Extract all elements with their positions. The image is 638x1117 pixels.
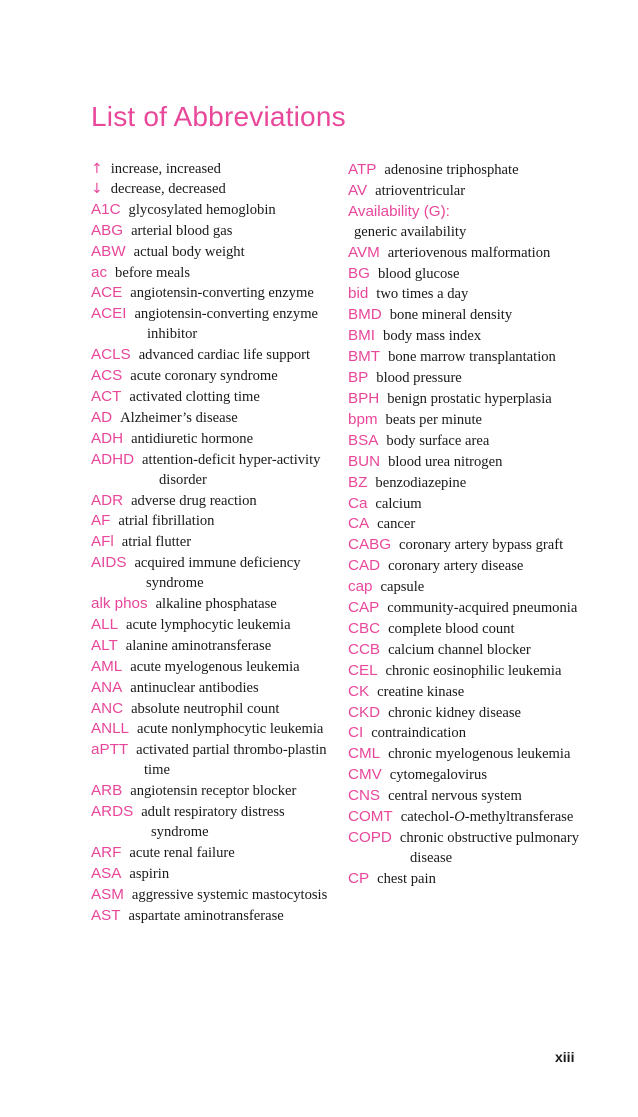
- abbreviation-term: CNS: [348, 787, 381, 805]
- abbreviation-term: CML: [348, 745, 381, 763]
- abbreviation-definition: adenosine triphosphate: [384, 162, 519, 178]
- abbreviation-entry: [91, 699, 331, 720]
- abbreviation-term: AVM: [348, 243, 380, 261]
- abbreviation-definition: chronic eosinophilic leukemia: [385, 662, 562, 679]
- abbreviation-entry: [348, 305, 588, 326]
- abbreviation-term: ADR: [91, 491, 124, 509]
- abbreviation-definition: blood pressure: [376, 370, 462, 387]
- abbreviation-entry: [348, 703, 588, 724]
- abbreviation-definition: cancer: [377, 516, 416, 533]
- abbreviation-term: CK: [348, 682, 370, 700]
- abbreviation-entry: [348, 473, 588, 494]
- abbreviation-definition: calcium channel blocker: [388, 641, 531, 658]
- abbreviation-term: BG: [348, 264, 370, 282]
- abbreviation-definition: atrial fibrillation: [118, 513, 215, 530]
- arrow-up-icon: ↑: [91, 161, 103, 177]
- abbreviation-term: ASM: [91, 885, 124, 903]
- abbreviation-entry: [91, 678, 331, 699]
- abbreviation-definition: adverse drug reaction: [131, 492, 257, 509]
- abbreviation-entry: [348, 368, 588, 389]
- abbreviation-entry: [348, 264, 588, 285]
- abbreviation-entry: [91, 283, 331, 304]
- abbreviation-definition: central nervous system: [388, 788, 522, 805]
- abbreviation-entry: [348, 160, 588, 181]
- abbreviation-entry: [348, 202, 588, 223]
- arrow-down-icon: ↓: [91, 180, 103, 197]
- abbreviation-entry: [91, 387, 331, 408]
- abbreviation-entry: [91, 740, 331, 781]
- abbreviation-entry: [91, 429, 331, 450]
- abbreviation-definition: antinuclear antibodies: [130, 679, 259, 696]
- abbreviation-definition: chronic obstructive pulmonary disease: [399, 830, 580, 866]
- abbreviation-entry: [348, 765, 588, 786]
- abbreviation-entry: [348, 744, 588, 765]
- abbreviation-term: AIDS: [91, 554, 127, 572]
- abbreviation-entry: [91, 242, 331, 263]
- abbreviation-definition: angiotensin-converting enzyme inhibitor: [134, 306, 319, 343]
- abbreviation-term: AML: [91, 657, 123, 675]
- abbreviation-term: aPTT: [91, 741, 129, 759]
- abbreviation-term: ATP: [348, 161, 377, 178]
- abbreviation-term: BP: [348, 369, 369, 387]
- abbreviation-term: ABW: [91, 242, 126, 260]
- abbreviation-definition: before meals: [115, 264, 191, 281]
- abbreviation-definition: advanced cardiac life support: [138, 347, 311, 364]
- abbreviation-definition: acute renal failure: [129, 844, 235, 861]
- abbreviation-definition: capsule: [380, 579, 425, 596]
- abbreviation-definition: absolute neutrophil count: [131, 700, 280, 717]
- abbreviation-definition: arteriovenous malformation: [387, 244, 551, 261]
- abbreviation-definition: body surface area: [386, 432, 490, 449]
- abbreviation-entry: [91, 263, 331, 284]
- abbreviation-definition: beats per minute: [385, 411, 482, 428]
- abbreviation-definition: chronic kidney disease: [388, 704, 521, 721]
- abbreviation-term: AFl: [91, 533, 114, 551]
- abbreviation-definition: chronic myelogenous leukemia: [388, 746, 571, 763]
- abbreviation-definition: community-acquired pneumonia: [387, 600, 578, 617]
- abbreviation-definition: body mass index: [383, 328, 482, 345]
- abbreviation-entry: [348, 640, 588, 661]
- abbreviation-entry: [91, 160, 331, 180]
- abbreviation-term: ACEI: [91, 305, 127, 323]
- abbreviation-entry: [91, 657, 331, 678]
- abbreviation-definition: aspirin: [129, 865, 170, 882]
- abbreviation-term: ACT: [91, 387, 122, 405]
- abbreviation-entry: [348, 389, 588, 410]
- abbreviation-definition: calcium: [375, 495, 422, 512]
- abbreviation-term: Ca: [348, 494, 368, 512]
- abbreviation-definition: acquired immune deficiency syndrome: [134, 555, 301, 592]
- abbreviation-entry: [91, 304, 331, 345]
- page-title: List of Abbreviations: [91, 101, 346, 132]
- abbreviation-definition: bone marrow transplantation: [388, 349, 556, 366]
- abbreviation-column-right: [348, 160, 588, 890]
- abbreviation-column-left: [91, 160, 331, 927]
- abbreviation-term: ALT: [91, 636, 118, 654]
- abbreviation-term: BPH: [348, 389, 380, 407]
- abbreviation-definition: coronary artery bypass graft: [399, 537, 564, 554]
- abbreviation-term: ACLS: [91, 346, 131, 364]
- abbreviation-definition: catechol-O-methyltransferase: [400, 809, 574, 826]
- abbreviation-definition: two times a day: [376, 286, 469, 303]
- abbreviation-definition: cytomegalovirus: [389, 767, 488, 784]
- abbreviation-definition: bone mineral density: [389, 307, 513, 324]
- abbreviation-definition: acute myelogenous leukemia: [130, 658, 300, 675]
- abbreviation-definition: generic availability: [354, 223, 467, 240]
- abbreviation-definition: atrial flutter: [121, 534, 192, 551]
- abbreviation-definition: creatine kinase: [377, 683, 465, 700]
- abbreviation-entry: [91, 180, 331, 200]
- abbreviation-definition: acute coronary syndrome: [130, 368, 278, 385]
- abbreviation-entry: [91, 345, 331, 366]
- abbreviation-entry: [348, 786, 588, 807]
- abbreviation-entry: [91, 781, 331, 802]
- abbreviation-entry: [348, 535, 588, 556]
- abbreviation-term: BZ: [348, 473, 368, 491]
- abbreviation-term: AD: [91, 408, 113, 426]
- abbreviation-entry: [348, 494, 588, 515]
- abbreviation-entry: [348, 869, 588, 890]
- abbreviation-entry: [348, 807, 588, 828]
- abbreviation-entry: [348, 223, 588, 243]
- abbreviation-entry: [91, 615, 331, 636]
- abbreviation-definition: contraindication: [371, 725, 467, 742]
- abbreviation-definition: benign prostatic hyperplasia: [387, 390, 552, 407]
- abbreviation-term: CAP: [348, 599, 380, 617]
- abbreviation-entry: [348, 284, 588, 305]
- abbreviation-term: BMI: [348, 327, 376, 345]
- abbreviation-definition: aspartate aminotransferase: [128, 907, 284, 924]
- abbreviation-entry: [91, 864, 331, 885]
- abbreviation-definition: alkaline phosphatase: [155, 596, 277, 613]
- abbreviation-definition: glycosylated hemoglobin: [128, 201, 276, 218]
- abbreviation-definition: coronary artery disease: [388, 558, 524, 575]
- abbreviation-term: CCB: [348, 640, 381, 658]
- abbreviation-term: bpm: [348, 410, 378, 428]
- page-number: xiii: [555, 1049, 575, 1065]
- abbreviation-definition: adult respiratory distress syndrome: [141, 804, 285, 840]
- abbreviation-definition: Alzheimer’s disease: [120, 409, 238, 426]
- abbreviation-entry: [91, 511, 331, 532]
- abbreviation-entry: [348, 181, 588, 202]
- abbreviation-entry: [91, 594, 331, 615]
- abbreviation-entry: [348, 723, 588, 744]
- abbreviation-entry: [91, 802, 331, 843]
- abbreviation-definition: complete blood count: [388, 620, 515, 637]
- abbreviation-definition: acute lymphocytic leukemia: [126, 616, 291, 633]
- abbreviation-term: ANLL: [91, 720, 129, 738]
- abbreviation-definition: blood glucose: [377, 265, 460, 282]
- abbreviation-definition: acute nonlymphocytic leukemia: [137, 721, 324, 738]
- abbreviation-entry: [348, 431, 588, 452]
- abbreviation-entry: [348, 661, 588, 682]
- abbreviation-term: CAD: [348, 557, 381, 575]
- abbreviation-definition: antidiuretic hormone: [131, 430, 254, 447]
- abbreviation-term: ac: [91, 263, 108, 281]
- abbreviation-term: ANC: [91, 699, 124, 717]
- abbreviation-entry: [91, 885, 331, 906]
- abbreviation-entry: [348, 452, 588, 473]
- abbreviation-term: Availability (G):: [348, 202, 450, 220]
- abbreviation-entry: [91, 906, 331, 927]
- abbreviation-entry: [348, 619, 588, 640]
- abbreviation-definition: attention-deficit hyper-activity disorder: [142, 451, 321, 488]
- abbreviation-term: BMT: [348, 348, 381, 366]
- abbreviation-entry: [348, 828, 588, 869]
- abbreviation-term: BMD: [348, 306, 382, 324]
- abbreviation-term: ABG: [91, 221, 124, 239]
- abbreviation-entry: [348, 410, 588, 431]
- abbreviation-entry: [91, 408, 331, 429]
- abbreviation-entry: [91, 843, 331, 864]
- abbreviation-definition: activated partial thrombo-plastin time: [136, 742, 327, 779]
- abbreviation-term: BSA: [348, 431, 379, 449]
- abbreviation-term: CBC: [348, 619, 381, 637]
- abbreviation-entry: [91, 366, 331, 387]
- abbreviation-term: ALL: [91, 615, 119, 633]
- abbreviation-term: ARF: [91, 843, 122, 861]
- abbreviation-term: CEL: [348, 661, 378, 679]
- abbreviation-entry: [348, 598, 588, 619]
- abbreviation-entry: [348, 577, 588, 598]
- abbreviation-term: CA: [348, 515, 370, 533]
- abbreviation-entry: [348, 326, 588, 347]
- abbreviation-term: alk phos: [91, 595, 148, 613]
- abbreviation-entry: [91, 221, 331, 242]
- abbreviation-term: ARB: [91, 782, 123, 800]
- abbreviation-term: bid: [348, 285, 369, 303]
- abbreviation-entry: [348, 243, 588, 264]
- abbreviation-entry: [348, 682, 588, 703]
- abbreviation-term: CP: [348, 869, 370, 887]
- abbreviation-term: COPD: [348, 829, 392, 846]
- abbreviation-term: AST: [91, 906, 121, 924]
- abbreviation-definition: arterial blood gas: [131, 222, 233, 239]
- abbreviation-term: A1C: [91, 200, 121, 218]
- abbreviation-definition: angiotensin receptor blocker: [130, 783, 297, 800]
- abbreviation-term: CMV: [348, 766, 382, 784]
- abbreviation-entry: [91, 491, 331, 512]
- abbreviation-term: CI: [348, 724, 364, 742]
- abbreviation-term: ASA: [91, 864, 122, 882]
- abbreviation-entry: [91, 532, 331, 553]
- abbreviation-definition: angiotensin-converting enzyme: [130, 285, 314, 302]
- abbreviation-definition: actual body weight: [133, 243, 245, 260]
- abbreviation-term: ADH: [91, 429, 124, 447]
- abbreviation-definition: chest pain: [377, 870, 436, 887]
- abbreviation-term: COMT: [348, 808, 393, 826]
- abbreviation-entry: [348, 347, 588, 368]
- abbreviation-definition: activated clotting time: [129, 388, 260, 405]
- abbreviation-definition: alanine aminotransferase: [125, 637, 272, 654]
- abbreviation-entry: [348, 556, 588, 577]
- abbreviation-term: ADHD: [91, 450, 135, 468]
- abbreviation-term: ANA: [91, 678, 123, 696]
- abbreviation-definition: atrioventricular: [375, 182, 466, 199]
- abbreviation-definition: benzodiazepine: [375, 474, 467, 491]
- abbreviation-term: BUN: [348, 452, 381, 470]
- abbreviation-definition: aggressive systemic mastocytosis: [131, 886, 328, 903]
- abbreviation-term: ACS: [91, 367, 123, 385]
- abbreviation-term: CKD: [348, 703, 381, 721]
- abbreviation-entry: [348, 514, 588, 535]
- abbreviation-entry: [91, 553, 331, 594]
- abbreviation-term: ARDS: [91, 803, 134, 821]
- abbreviation-definition: decrease, decreased: [110, 180, 226, 197]
- abbreviation-term: CABG: [348, 536, 392, 554]
- abbreviation-term: AF: [91, 512, 111, 530]
- abbreviation-entry: [91, 719, 331, 740]
- abbreviation-entry: [91, 636, 331, 657]
- abbreviation-term: ACE: [91, 284, 123, 302]
- abbreviation-entry: [91, 450, 331, 491]
- abbreviation-term: AV: [348, 181, 368, 199]
- abbreviation-definition: blood urea nitrogen: [388, 453, 503, 470]
- abbreviation-definition: increase, increased: [110, 161, 221, 177]
- abbreviation-term: cap: [348, 578, 373, 596]
- abbreviation-entry: [91, 200, 331, 221]
